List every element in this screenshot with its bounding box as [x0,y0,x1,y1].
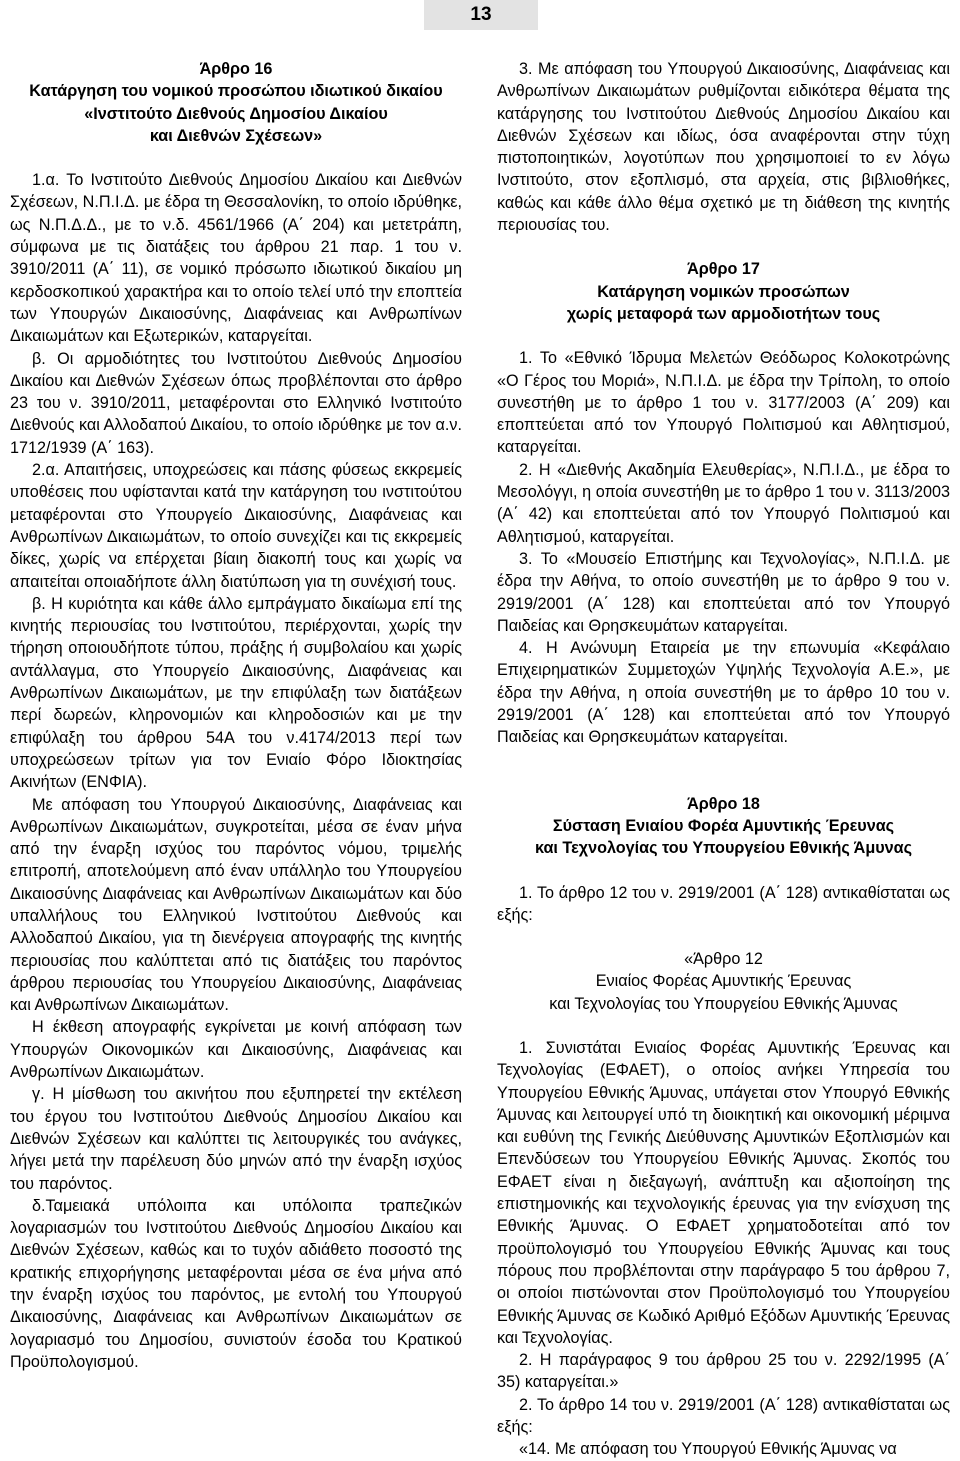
right-column [497,58,950,1461]
left-column [10,58,462,1373]
article-17-heading [497,258,950,325]
paragraph: 2. Η «Διεθνής Ακαδημία Ελευθερίας», Ν.Π.Ι.Δ., με έδρα το Μεσολόγγι, η οποία συνεστήθη με το άρθρο 1 του ν. 3113/2003 (Α΄ 42) και εποπτεύεται από τον Υπουργό Πολιτισμού και Αθλητισμού, καταργείται. [497,460,950,546]
article-16-heading [10,58,462,147]
paragraph: 1. Συνιστάται Ενιαίος Φορέας Αμυντικής Έρευνας και Τεχνολογίας (ΕΦΑΕΤ), ο οποίος ανήκει Υπηρεσία του Υπουργείου Εθνικής Άμυνας, υπάγεται στον Υπουργό Εθνικής Άμυνας και λειτουργεί υπό τη διοικητική και οικονομική μέριμνα και ευθύνη της Γενικής Διεύθυνσης Αμυντικών Εξοπλισμών και Επενδύσεων του Υπουργείου Εθνικής Άμυνας. Σκοπός του ΕΦΑΕΤ είναι η διεξαγωγή, ανάπτυξη και αξιοποίηση της επιστημονικής και τεχνολογικής έρευνας για την ενίσχυση της Εθνικής Άμυνας. Ο ΕΦΑΕΤ χρηματοδοτείται από τον προϋπολογισμό του Υπουργείου Εθνικής Άμυνας και τους πόρους που προβλέπονται στην παράγραφο 5 του άρθρου 7, οι οποίοι πιστώνονται στον Προϋπολογισμό του Υπουργείου Εθνικής Άμυνας σε Κωδικό Αριθμό Εξόδων Αμυντικής Έρευνας και Τεχνολογίας. [497,1038,950,1347]
article-18-subtitle-line: και Τεχνολογίας του Υπουργείου Εθνικής Άμυνας [534,839,913,858]
paragraph: 4. Η Ανώνυμη Εταιρεία με την επωνυμία «Κεφάλαιο Επιχειρηματικών Συμμετοχών Υψηλής Τεχνολογία Α.Ε.», με έδρα την Αθήνα, η οποία συνεστήθη με το άρθρο 10 του ν. 2919/2001 (Α΄ 128) και εποπτεύεται από τον Υπουργό Παιδείας και Θρησκευμάτων καταργείται. [497,639,950,747]
quoted-article-title [497,948,950,1015]
paragraph: 1. Το «Εθνικό Ίδρυμα Μελετών Θεόδωρος Κολοκοτρώνης «Ο Γέρος του Μοριά», Ν.Π.Ι.Δ. με έδρα την Τρίπολη, το οποίο συνεστήθη με το άρθρο 1 του ν. 3177/2003 (Α΄ 209) και εποπτεύεται από τον Υπουργό Πολιτισμού και Αθλητισμού, καταργείται. [497,349,950,457]
article-17-title: Άρθρο 17 [687,260,760,279]
article-16-title: Άρθρο 16 [199,60,273,78]
page-number: 13 [424,0,538,30]
article-18-title: Άρθρο 18 [687,794,760,813]
paragraph: 1.α. Το Ινστιτούτο Διεθνούς Δημοσίου Δικαίου και Διεθνών Σχέσεων, Ν.Π.Ι.Δ. με έδρα τη Θεσσαλονίκη, το οποίο ιδρύθηκε, ως Ν.Π.Δ.Δ., με το ν.δ. 4561/1966 (Α΄ 204) και μετετράπη, σύμφωνα με τις διατάξεις του άρθρου 21 παρ. 1 του ν. 3910/2011 (Α΄ 11), σε νομικό πρόσωπο ιδιωτικού δικαίου μη κερδοσκοπικού χαρακτήρα και το οποίο τελεί υπό την εποπτεία των Υπουργών Δικαιοσύνης, Διαφάνειας και Ανθρωπίνων Δικαιωμάτων και Εξωτερικών, καταργείται. [10,171,462,346]
paragraph: 3. Το «Μουσείο Επιστήμης και Τεχνολογίας», Ν.Π.Ι.Δ. με έδρα την Αθήνα, το οποίο συνεστήθη με το άρθρο 9 του ν. 2919/2001 (Α΄ 128) και εποπτεύεται από τον Υπουργό Παιδείας και Θρησκευμάτων καταργείται. [497,549,950,635]
paragraph: 3. Με απόφαση του Υπουργού Δικαιοσύνης, Διαφάνειας και Ανθρωπίνων Δικαιωμάτων ρυθμίζονται ειδικότερα θέματα της κατάργησης του Ινστιτούτου Διεθνούς Δημοσίου Δικαίου και Διεθνών Σχέσεων και ιδίως, όσα αναφέρονται στην τύχη πιστοποιητικών, λογοτύπων που χρησιμοποιεί το εν λόγω Ινστιτούτο, στον εξοπλισμό, στα αρχεία, στις βιβλιοθήκες, καθώς και κάθε άλλο θέμα σχετικό με τη διάθεση της κινητής περιουσίας του. [497,60,950,235]
paragraph: γ. Η μίσθωση του ακινήτου που εξυπηρετεί την εκτέλεση του έργου του Ινστιτούτου Διεθνούς Δημοσίου Δικαίου και Διεθνών Σχέσεων και καλύπτει τις λειτουργικές του ανάγκες, λήγει μετά την παρέλευση δύο μηνών από την έναρξη ισχύος του παρόντος. [10,1085,462,1193]
quoted-title-line: «Άρθρο 12 [684,950,763,969]
article-16-subtitle-line: «Ινστιτούτο Διεθνούς Δημοσίου Δικαίου [84,104,388,123]
paragraph: Με απόφαση του Υπουργού Δικαιοσύνης, Διαφάνειας και Ανθρωπίνων Δικαιωμάτων, συγκροτείται, μέσα σε έναν μήνα από την έναρξη ισχύος του παρόντος νόμου, τριμελής επιτροπή, αποτελούμενη από έναν υπάλληλο του Υπουργείου Δικαιοσύνης Διαφάνειας και Ανθρωπίνων Δικαιωμάτων και δύο υπαλλήλους του Ελληνικού Ινστιτούτου Διεθνούς και Αλλοδαπού Δικαίου, για τη διενέργεια απογραφής της κινητής περιουσίας που καλύπτεται από τις διατάξεις του παρόντος άρθρου περιουσίας του Υπουργείου Δικαιοσύνης, Διαφάνειας και Ανθρωπίνων Δικαιωμάτων. [10,795,462,1015]
article-16-subtitle-line: και Διεθνών Σχέσεων» [149,126,323,145]
quoted-title-line: Ενιαίος Φορέας Αμυντικής Έρευνας [595,972,852,991]
paragraph: 2. Το άρθρο 14 του ν. 2919/2001 (Α΄ 128) αντικαθίσταται ως εξής: [497,1395,950,1437]
paragraph: 1. Το άρθρο 12 του ν. 2919/2001 (Α΄ 128) αντικαθίσταται ως εξής: [497,883,950,924]
article-17-subtitle-line: χωρίς μεταφορά των αρμοδιοτήτων τους [566,304,881,323]
article-16-subtitle-line: Κατάργηση του νομικού προσώπου ιδιωτικού δικαίου [29,82,443,101]
paragraph: Η έκθεση απογραφής εγκρίνεται με κοινή απόφαση των Υπουργών Οικονομικών και Δικαιοσύνης, Διαφάνειας και Ανθρωπίνων Δικαιωμάτων. [10,1018,462,1082]
paragraph: β. Οι αρμοδιότητες του Ινστιτούτου Διεθνούς Δημοσίου Δικαίου και Διεθνών Σχέσεων όπως προβλέπονται στο άρθρο 23 του ν. 3910/2011, μεταφέρονται στο Ελληνικό Ινστιτούτο Διεθνούς και Αλλοδαπού Δικαίου, το οποίο ιδρύθηκε με τον α.ν. 1712/1939 (Α΄ 163). [10,349,462,457]
article-17-subtitle-line: Κατάργηση νομικών προσώπων [597,282,850,301]
quoted-title-line: και Τεχνολογίας του Υπουργείου Εθνικής Άμυνας [549,994,898,1013]
paragraph: «14. Με απόφαση του Υπουργού Εθνικής Άμυνας να [519,1440,897,1459]
paragraph: δ.Ταμειακά υπόλοιπα και υπόλοιπα τραπεζικών λογαριασμών του Ινστιτούτου Διεθνούς Δημοσίου Δικαίου και Διεθνών Σχέσεων, καθώς και το τυχόν αδιάθετο ποσοστό της κρατικής επιχορήγησης μεταφέρονται μέσα σε ένα μήνα από την έναρξη ισχύος του παρόντος, με εντολή του Υπουργού Δικαιοσύνης, Διαφάνειας και Ανθρωπίνων Δικαιωμάτων σε λογαριασμό του Δημοσίου, συνιστούν έσοδα του Κρατικού Προϋπολογισμού. [10,1196,462,1371]
paragraph: 2. Η παράγραφος 9 του άρθρου 25 του ν. 2292/1995 (Α΄ 35) καταργείται.» [497,1351,950,1392]
paragraph: β. Η κυριότητα και κάθε άλλο εμπράγματο δικαίωμα επί της κινητής περιουσίας του Ινστιτούτου, περιέρχονται, χωρίς την τήρηση οποιουδήποτε τύπου, πράξης ή συμβολαίου και χωρίς αντάλλαγμα, στο Υπουργείο Δικαιοσύνης, Διαφάνειας και Ανθρωπίνων Δικαιωμάτων, με την επιφύλαξη των διατάξεων περί δωρεών, κληρονομιών και κληροδοσιών και με την επιφύλαξη του άρθρου 54Α του ν.4174/2013 περί των υποχρεώσεων τρίτων για τον Ενιαίο Φόρο Ιδιοκτησίας Ακινήτων (ΕΝΦΙΑ). [10,594,462,792]
paragraph: 2.α. Απαιτήσεις, υποχρεώσεις και πάσης φύσεως εκκρεμείς υποθέσεις που υφίστανται κατά την κατάργηση του ινστιτούτου μεταφέρονται στο Υπουργείο Δικαιοσύνης, Διαφάνειας και Ανθρωπίνων Δικαιωμάτων, το οποίο συνεχίζει και τις εκκρεμείς δίκες, χωρίς να επέρχεται βίαιη διακοπή τους και χωρίς να απαιτείται οποιαδήποτε άλλη διατύπωση για τη συνέχισή τους. [10,461,462,591]
page-header [0,0,960,30]
article-18-heading [497,793,950,860]
article-18-subtitle-line: Σύσταση Ενιαίου Φορέα Αμυντικής Έρευνας [552,816,895,835]
